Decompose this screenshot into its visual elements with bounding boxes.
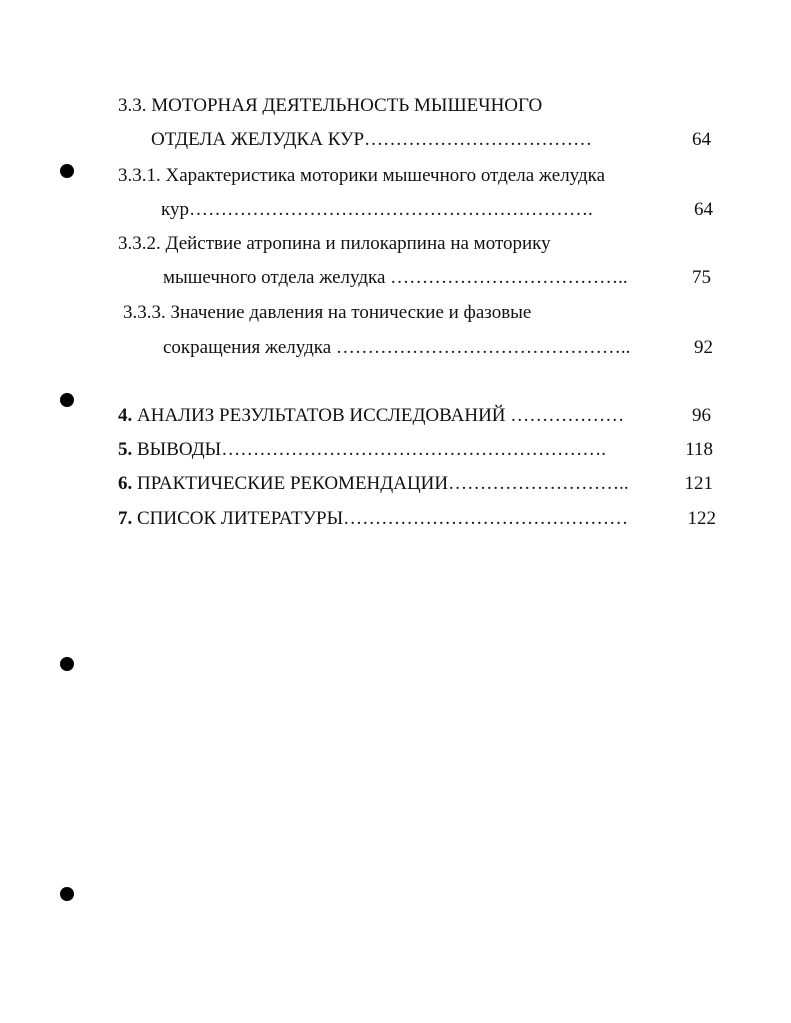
- toc-page-3-3: 64: [692, 129, 711, 150]
- toc-title-7: СПИСОК ЛИТЕРАТУРЫ………………………………………: [132, 508, 629, 529]
- toc-entry-6: [118, 472, 656, 496]
- toc-entry-3-3-line2: ОТДЕЛА ЖЕЛУДКА КУР………………………………: [151, 129, 593, 150]
- toc-number-5: 5.: [118, 439, 133, 460]
- toc-page-6: 121: [684, 473, 713, 494]
- toc-entry-3-3-1-line1: 3.3.1. Характеристика моторики мышечного отдела желудка: [118, 165, 606, 186]
- toc-entry-3-3-2-line2: мышечного отдела желудка ………………………………..: [163, 267, 628, 288]
- toc-page-7: 122: [687, 508, 716, 529]
- toc-page-4: 96: [692, 405, 711, 426]
- toc-number-6: 6.: [118, 473, 133, 494]
- toc-title-4: АНАЛИЗ РЕЗУЛЬТАТОВ ИССЛЕДОВАНИЙ ………………: [132, 405, 625, 426]
- toc-entry-3-3-3-line2: сокращения желудка ………………………………………..: [163, 337, 631, 358]
- toc-entry-3-3-1-line2: кур……………………………………………………….: [161, 199, 593, 220]
- binder-hole: [60, 657, 74, 671]
- toc-entry-7: [118, 507, 656, 531]
- toc-entry-5: [118, 438, 656, 462]
- toc-page-3-3-3: 92: [694, 337, 713, 358]
- toc-entry-3-3-3-line1: 3.3.3. Значение давления на тонические и фазовые: [123, 302, 532, 323]
- binder-hole: [60, 164, 74, 178]
- toc-number-4: 4.: [118, 405, 133, 426]
- toc-entry-4: [118, 404, 656, 428]
- binder-hole: [60, 393, 74, 407]
- toc-page-3-3-1: 64: [694, 199, 713, 220]
- toc-page-5: 118: [685, 439, 713, 460]
- binder-hole: [60, 887, 74, 901]
- toc-entry-3-3-line1: 3.3. МОТОРНАЯ ДЕЯТЕЛЬНОСТЬ МЫШЕЧНОГО: [118, 95, 543, 116]
- toc-number-7: 7.: [118, 508, 133, 529]
- toc-title-6: ПРАКТИЧЕСКИЕ РЕКОМЕНДАЦИИ………………………..: [132, 473, 629, 494]
- toc-entry-3-3-2-line1: 3.3.2. Действие атропина и пилокарпина на моторику: [118, 233, 551, 254]
- toc-title-5: ВЫВОДЫ…………………………………………………….: [132, 439, 606, 460]
- toc-page-3-3-2: 75: [692, 267, 711, 288]
